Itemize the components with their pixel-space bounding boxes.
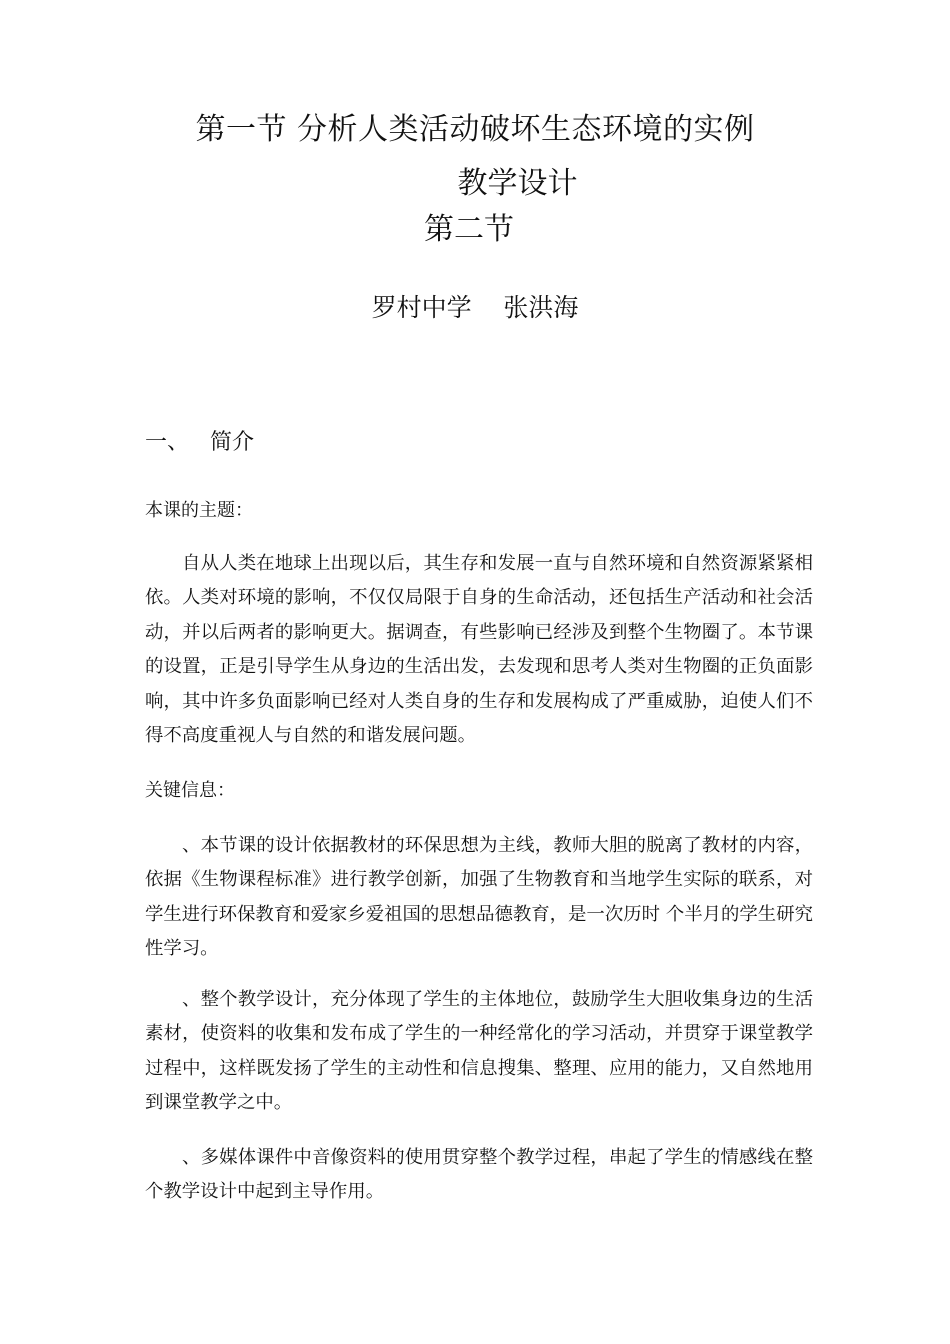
author-line: 罗村中学 张洪海	[371, 293, 579, 322]
key-point-3: 、多媒体课件中音像资料的使用贯穿整个教学过程，串起了学生的情感线在整个教学设计中起到主导作用。	[145, 1147, 813, 1203]
theme-paragraph: 自从人类在地球上出现以后，其生存和发展一直与自然环境和自然资源紧紧相依。人类对环境的影响，不仅仅局限于自身的生命活动，还包括生产活动和社会活动，并以后两者的影响更大。据调查，有些影响已经涉及到整个生物圈了。本节课的设置，正是引导学生从身边的生活出发，去发现和思考人类对生物圈的正负面影响，其中许多负面影响已经对人类自身的生存和发展构成了严重威胁，迫使人们不得不高度重视人与自然的和谐发展问题。	[145, 553, 813, 747]
key-point-2: 、整个教学设计，充分体现了学生的主体地位，鼓励学生大胆收集身边的生活素材，使资料的收集和发布成了学生的一种经常化的学习活动，并贯穿于课堂教学过程中，这样既发扬了学生的主动性和信息搜集、整理、应用的能力，又自然地用到课堂教学之中。	[145, 989, 813, 1114]
key-info-label: 关键信息：	[145, 780, 235, 801]
key-point-1: 、本节课的设计依据教材的环保思想为主线，教师大胆的脱离了教材的内容，依据《生物课程标准》进行教学创新，加强了生物教育和当地学生实际的联系，对学生进行环保教育和爱家乡爱祖国的思想品德教育，是一次历时 个半月的学生研究性学习。	[145, 835, 813, 960]
theme-label: 本课的主题：	[145, 500, 253, 521]
document-title: 第一节 分析人类活动破坏生态环境的实例	[195, 112, 755, 147]
document-subtitle: 教学设计	[457, 166, 578, 201]
section-heading-intro: 一、 简介	[145, 430, 254, 455]
document-section-title: 第二节	[424, 212, 514, 247]
